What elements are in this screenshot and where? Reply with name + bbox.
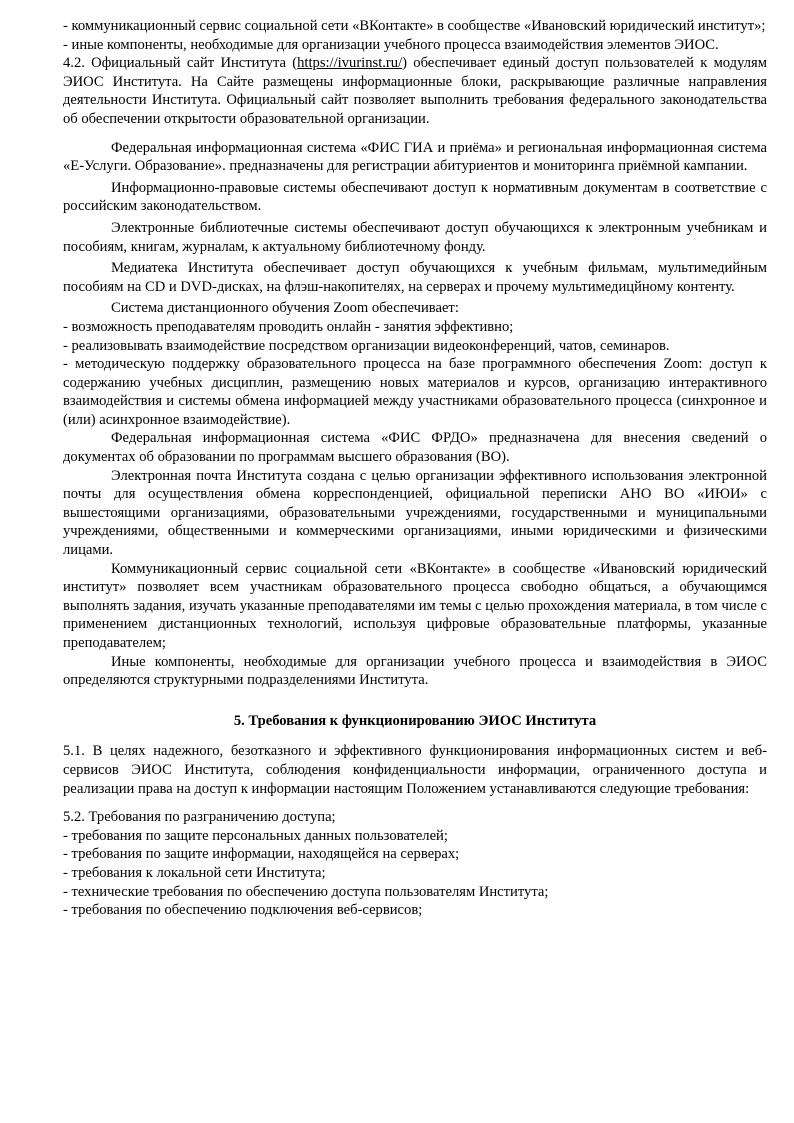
- zoom-list-item: - методическую поддержку образовательного процесса на базе программного обеспечения Zoom: доступ к содержанию учебных дисциплин, размещению новых материалов и курсов, организацию интерактивного взаимодействия и системы обмена информацией между участниками образовательного процесса (синхронное и (или) асинхронное взаимодействие).: [63, 356, 767, 428]
- requirements-list-item: - технические требования по обеспечению доступа пользователям Института;: [63, 883, 549, 900]
- intro-list-item: - коммуникационный сервис социальной сети «ВКонтакте» в сообществе «Ивановский юридический институт»;: [63, 18, 766, 34]
- paragraph-media: Медиатека Института обеспечивает доступ обучающихся к учебным фильмам, мультимедийным пособиям на CD и DVD-дисках, на флэш-накопителях, на серверах и прочему мультимедицйному контенту.: [63, 260, 767, 295]
- site-link[interactable]: https://ivurinst.ru/: [297, 55, 403, 72]
- document-page: [63, 17, 767, 920]
- requirements-list-item: - требования по защите персональных данных пользователей;: [63, 827, 448, 844]
- paragraph-5-1: 5.1. В целях надежного, безотказного и эффективного функционирования информационных систем и веб-сервисов ЭИОС Института, соблюдения конфиденциальности информации, ограниченного доступа и реализации права на доступ к информации настоящим Положением устанавливаются следующие требования:: [63, 743, 767, 797]
- paragraph-ebs: Электронные библиотечные системы обеспечивают доступ обучающихся к электронным учебникам и пособиям, книгам, журналам, к актуальному библиотечному фонду.: [63, 219, 767, 255]
- requirements-list-item: - требования к локальной сети Института;: [63, 864, 326, 881]
- requirements-list-item: - требования по защите информации, находящейся на серверах;: [63, 846, 460, 863]
- zoom-list-item: - возможность преподавателям проводить онлайн - занятия эффективно;: [63, 318, 514, 335]
- requirements-list-item: - требования по обеспечению подключения веб-сервисов;: [63, 902, 423, 919]
- paragraph-zoom-intro: Система дистанционного обучения Zoom обеспечивает:: [111, 300, 459, 317]
- p42-prefix: 4.2. Официальный сайт Института (: [63, 55, 298, 72]
- paragraph-email: Электронная почта Института создана с целью организации эффективного использования электронной почты для осуществления обмена корреспонденцией, официальной переписки АНО ВО «ИЮИ» с вышестоящими организациями, образовательными учреждениями, государственными и муниципальными учреждениями, общественными и коммерческими организациями, иными юридическими и физическими лицами.: [63, 467, 767, 559]
- paragraph-ips: Информационно-правовые системы обеспечивают доступ к нормативным документам в соответствие с российским законодательством.: [63, 179, 767, 215]
- paragraph-4-2: [63, 54, 767, 128]
- intro-list-item: - иные компоненты, необходимые для организации учебного процесса взаимодействия элементов ЭИОС.: [63, 36, 719, 53]
- p42-suffix: ) обеспечивает единый доступ пользователей к модулям ЭИОС Института. На Сайте размещены информационные блоки, раскрывающие различные направления деятельности Института. Официальный сайт позволяет выполнить требования федерального законодательства об обеспечении открытости образовательной организации.: [63, 55, 767, 127]
- paragraph-5-2: 5.2. Требования по разграничению доступа;: [63, 809, 336, 826]
- section-5-heading: 5. Требования к функционированию ЭИОС Института: [233, 712, 597, 729]
- zoom-list-item: - реализовывать взаимодействие посредством организации видеоконференций, чатов, семинаров.: [63, 337, 670, 354]
- paragraph-vk: Коммуникационный сервис социальной сети «ВКонтакте» в сообществе «Ивановский юридический институт» позволяет всем участникам образовательного процесса свободно общаться, а обучающимся выполнять задания, изучать указанные преподавателями им темы с целью прохождения материала, в том числе с применением дистанционных технологий, используя цифровые образовательные платформы, указанные преподавателем;: [63, 560, 767, 651]
- paragraph-other: Иные компоненты, необходимые для организации учебного процесса и взаимодействия в ЭИОС определяются структурными подразделениями Института.: [63, 653, 767, 689]
- paragraph-fis-gia: Федеральная информационная система «ФИС ГИА и приёма» и региональная информационная система «Е-Услуги. Образование». предназначены для регистрации абитуриентов и мониторинга приёмной кампании.: [63, 139, 767, 175]
- paragraph-fis-frdo: Федеральная информационная система «ФИС ФРДО» предназначена для внесения сведений о документах об образовании по программам высшего образования (ВО).: [63, 430, 767, 466]
